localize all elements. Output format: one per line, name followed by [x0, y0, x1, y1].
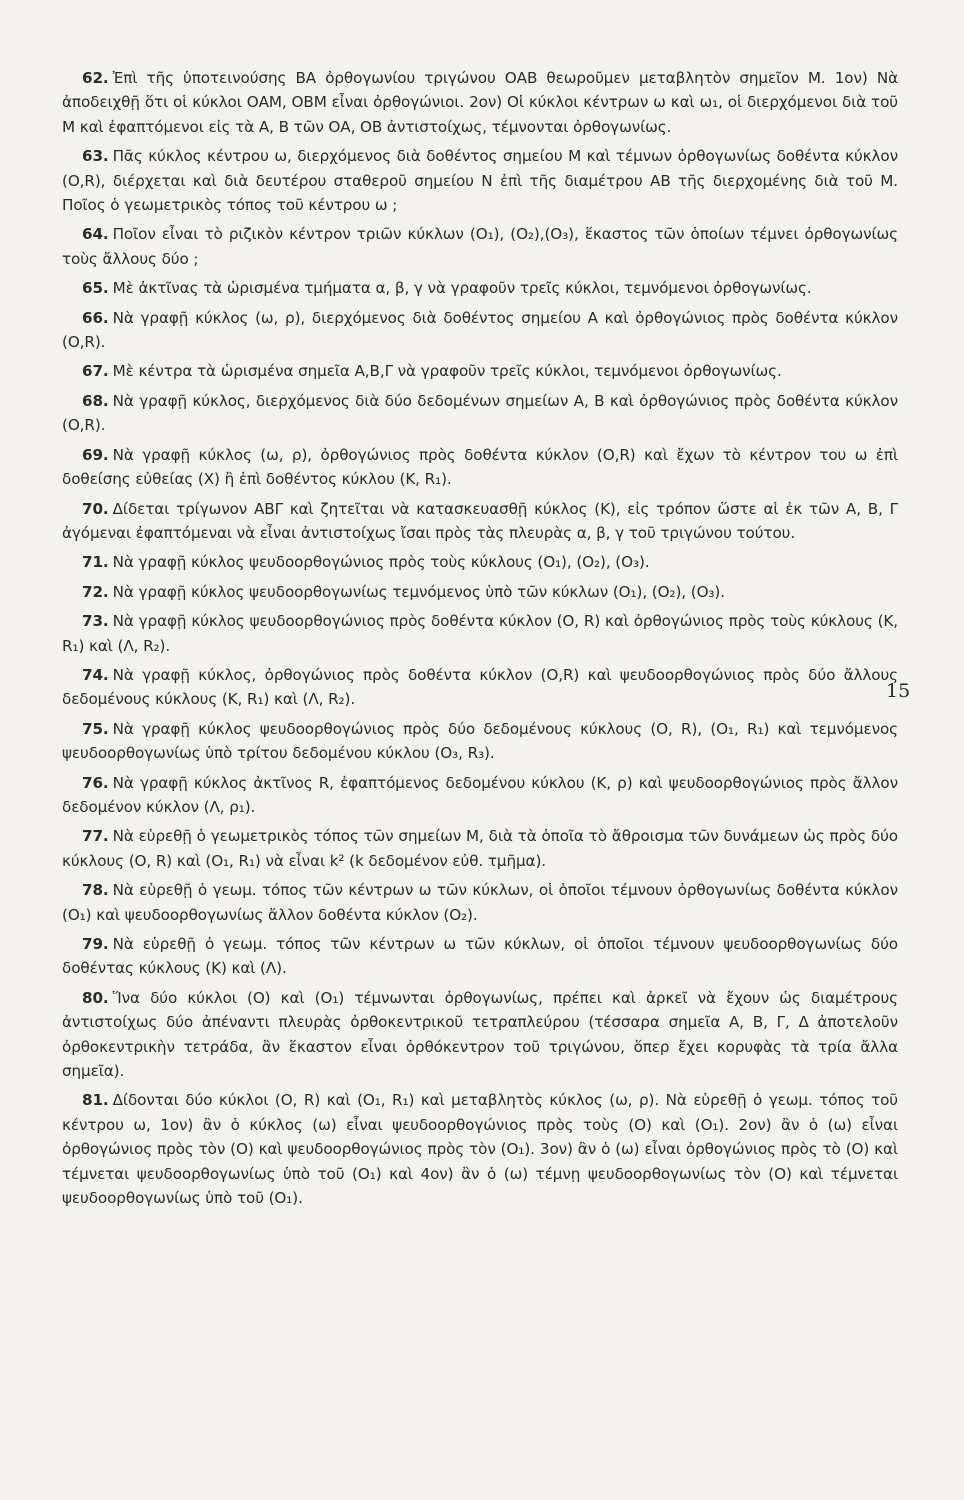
- problem-number: 64.: [82, 225, 109, 244]
- problem-text: Μὲ ἀκτῖνας τὰ ὡρισμένα τμήματα α, β, γ νὰ γραφοῦν τρεῖς κύκλοι, τεμνόμενοι ὀρθογωνίως.: [112, 279, 812, 298]
- problem-text: Νὰ γραφῇ κύκλος (ω, ρ), ὀρθογώνιος πρὸς δοθέντα κύκλον (Ο,R) καὶ ἔχων τὸ κέντρον του ω ἐπὶ δοθείσης εὐθείας (Χ) ἢ ἐπὶ δοθέντος κύκλου (Κ, R₁).: [62, 445, 898, 489]
- problem-text: Νὰ γραφῇ κύκλος ψευδοορθογώνιος πρὸς δοθέντα κύκλον (Ο, R) καὶ ὀρθογώνιος πρὸς τοὺς κύκλους (Κ, R₁) καὶ (Λ, R₂).: [62, 612, 898, 655]
- problem-75: [62, 717, 898, 766]
- problem-text: Πᾶς κύκλος κέντρου ω, διερχόμενος διὰ δοθέντος σημείου Μ καὶ τέμνων ὀρθογωνίως δοθέντα κύκλον (Ο,R), διέρχεται καὶ διὰ δευτέρου σταθεροῦ σημείου Ν ἐπὶ τῆς διαμέτρου ΑΒ τῆς διερχομένης διὰ τοῦ Μ. Ποῖος ὁ γεωμετρικὸς τόπος τοῦ κέντρου ω ;: [62, 147, 898, 215]
- problem-number: 80.: [82, 988, 109, 1007]
- problem-number: 78.: [82, 881, 109, 900]
- problem-text: Νὰ γραφῇ κύκλος ἀκτῖνος R, ἐφαπτόμενος δεδομένου κύκλου (Κ, ρ) καὶ ψευδοορθογώνιος πρὸς ἄλλον δεδομένον κύκλον (Λ, ρ₁).: [62, 773, 898, 816]
- problem-67: [62, 359, 898, 383]
- problem-text: Νὰ εὑρεθῇ ὁ γεωμ. τόπος τῶν κέντρων ω τῶν κύκλων, οἱ ὁποῖοι τέμνουν ψευδοορθογωνίως δύο δοθέντας κύκλους (Κ) καὶ (Λ).: [62, 935, 898, 978]
- problem-71: [62, 550, 898, 574]
- problem-number: 66.: [82, 308, 109, 327]
- problem-number: 65.: [82, 279, 109, 298]
- problem-text: Δίδονται δύο κύκλοι (Ο, R) καὶ (Ο₁, R₁) καὶ μεταβλητὸς κύκλος (ω, ρ). Νὰ εὑρεθῇ ὁ γεωμ. τόπος τοῦ κέντρου ω, 1ον) ἂν ὁ κύκλος (ω) εἶναι ψευδοορθογώνιος πρὸς τοὺς (Ο) καὶ (Ο₁). 2ον) ἂν ὁ (ω) εἶναι ὀρθογώνιος πρὸς τὸν (Ο) καὶ ψευδοορθογώνιος πρὸς τὸν (Ο₁). 3ον) ἂν ὁ (ω) εἶναι ὀρθογώνιος πρὸς τὸ (Ο) καὶ τέμνεται ψευδοορθογωνίως ὑπὸ τοῦ (Ο₁) καὶ 4ον) ἂν ὁ (ω) τέμνῃ ψευδοορθογωνίως τὸν (Ο) καὶ τέμνεται ψευδοορθογωνίως ὑπὸ τοῦ (Ο₁).: [62, 1091, 898, 1208]
- problem-number: 73.: [82, 612, 109, 631]
- problem-number: 76.: [82, 773, 109, 792]
- problem-number: 62.: [82, 69, 109, 87]
- problem-text: Δίδεται τρίγωνον ΑΒΓ καὶ ζητεῖται νὰ κατασκευασθῇ κύκλος (Κ), εἰς τρόπον ὥστε αἱ ἐκ τῶν Α, Β, Γ ἀγόμεναι ἐφαπτόμεναι νὰ εἶναι ἀντιστοίχως ἴσαι πρὸς τὰς πλευρὰς α, β, γ τοῦ τριγώνου τούτου.: [62, 499, 898, 542]
- problem-text: Νὰ γραφῇ κύκλος (ω, ρ), διερχόμενος διὰ δοθέντος σημείου Α καὶ ὀρθογώνιος πρὸς δοθέντα κύκλον (Ο,R).: [62, 308, 898, 352]
- problem-78: [62, 878, 898, 927]
- problem-text: Νὰ εὑρεθῇ ὁ γεωμ. τόπος τῶν κέντρων ω τῶν κύκλων, οἱ ὁποῖοι τέμνουν ὀρθογωνίως δοθέντα κύκλον (Ο₁) καὶ ψευδοορθογωνίως ἄλλον δοθέντα κύκλον (Ο₂).: [62, 881, 898, 924]
- problem-68: [62, 389, 898, 438]
- problem-text: Ἐπὶ τῆς ὑποτεινούσης ΒΑ ὀρθογωνίου τριγώνου ΟΑΒ θεωροῦμεν μεταβλητὸν σημεῖον Μ. 1ον) Νὰ ἀποδειχθῇ ὅτι οἱ κύκλοι ΟΑΜ, ΟΒΜ εἶναι ὀρθογώνιοι. 2ον) Οἱ κύκλοι κέντρων ω καὶ ω₁, οἱ διερχόμενοι διὰ τοῦ Μ καὶ ἐφαπτόμενοι εἰς τὰ Α, Β τῶν ΟΑ, ΟΒ ἀντιστοίχως, τέμνονται ὀρθογωνίως.: [62, 69, 898, 136]
- problem-number: 79.: [82, 935, 109, 953]
- page-body: [62, 66, 898, 1215]
- problem-number: 75.: [82, 719, 109, 738]
- problem-number: 77.: [82, 827, 109, 846]
- problem-number: 68.: [82, 391, 109, 410]
- problem-number: 67.: [82, 362, 109, 381]
- problem-text: Νὰ γραφῇ κύκλος ψευδοορθογωνίως τεμνόμενος ὑπὸ τῶν κύκλων (Ο₁), (Ο₂), (Ο₃).: [112, 582, 725, 601]
- problem-69: [62, 443, 898, 492]
- problem-text: Ποῖον εἶναι τὸ ριζικὸν κέντρον τριῶν κύκλων (Ο₁), (Ο₂),(Ο₃), ἕκαστος τῶν ὁποίων τέμνει ὀρθογωνίως τοὺς ἄλλους δύο ;: [62, 225, 898, 268]
- problem-73: [62, 609, 898, 658]
- problem-81: [62, 1088, 898, 1210]
- problem-text: Νὰ γραφῇ κύκλος, διερχόμενος διὰ δύο δεδομένων σημείων Α, Β καὶ ὀρθογώνιος πρὸς δοθέντα κύκλον (Ο,R).: [62, 391, 898, 435]
- problem-number: 63.: [82, 147, 109, 166]
- page-number: 15: [886, 680, 911, 702]
- problem-80: [62, 986, 898, 1084]
- problem-number: 81.: [82, 1091, 109, 1110]
- problem-64: [62, 222, 898, 271]
- problem-number: 70.: [82, 499, 109, 518]
- problem-66: [62, 306, 898, 355]
- problem-text: Νὰ γραφῇ κύκλος ψευδοορθογώνιος πρὸς δύο δεδομένους κύκλους (Ο, R), (Ο₁, R₁) καὶ τεμνόμενος ψευδοορθογωνίως ὑπὸ τρίτου δεδομένου κύκλου (Ο₃, R₃).: [62, 719, 898, 763]
- problem-number: 71.: [82, 553, 109, 572]
- problem-65: [62, 276, 898, 300]
- problem-63: [62, 144, 898, 217]
- problem-text: Μὲ κέντρα τὰ ὡρισμένα σημεῖα Α,Β,Γ νὰ γραφοῦν τρεῖς κύκλοι, τεμνόμενοι ὀρθογωνίως.: [112, 362, 782, 381]
- problem-77: [62, 824, 898, 873]
- problem-number: 74.: [82, 665, 109, 684]
- problem-number: 72.: [82, 582, 109, 601]
- problem-76: [62, 771, 898, 820]
- problem-70: [62, 497, 898, 546]
- problem-62: [62, 66, 898, 139]
- problem-text: Νὰ γραφῇ κύκλος, ὀρθογώνιος πρὸς δοθέντα κύκλον (Ο,R) καὶ ψευδοορθογώνιος πρὸς δύο ἄλλους δεδομένους κύκλους (Κ, R₁) καὶ (Λ, R₂).: [62, 665, 898, 709]
- problem-79: [62, 932, 898, 981]
- problem-number: 69.: [82, 445, 109, 464]
- problem-text: Νὰ γραφῇ κύκλος ψευδοορθογώνιος πρὸς τοὺς κύκλους (Ο₁), (Ο₂), (Ο₃).: [112, 553, 650, 572]
- problem-72: [62, 580, 898, 604]
- problem-text: Ἵνα δύο κύκλοι (Ο) καὶ (Ο₁) τέμνωνται ὀρθογωνίως, πρέπει καὶ ἀρκεῖ νὰ ἔχουν ὡς διαμέτρους ἀντιστοίχως δύο ἀπέναντι πλευρὰς ὀρθοκεντρικοῦ τετραπλεύρου (τέσσαρα σημεῖα Α, Β, Γ, Δ ἀποτελοῦν ὀρθοκεντρικὴν τετράδα, ἂν ἕκαστον εἶναι ὀρθόκεντρον τοῦ τριγώνου, ὅπερ ἔχει κορυφὰς τὰ τρία ἄλλα σημεῖα).: [62, 988, 898, 1081]
- problem-74: [62, 663, 898, 712]
- problem-text: Νὰ εὑρεθῇ ὁ γεωμετρικὸς τόπος τῶν σημείων Μ, διὰ τὰ ὁποῖα τὸ ἄθροισμα τῶν δυνάμεων ὡς πρὸς δύο κύκλους (Ο, R) καὶ (Ο₁, R₁) νὰ εἶναι k² (k δεδομένον εὐθ. τμῆμα).: [62, 827, 898, 870]
